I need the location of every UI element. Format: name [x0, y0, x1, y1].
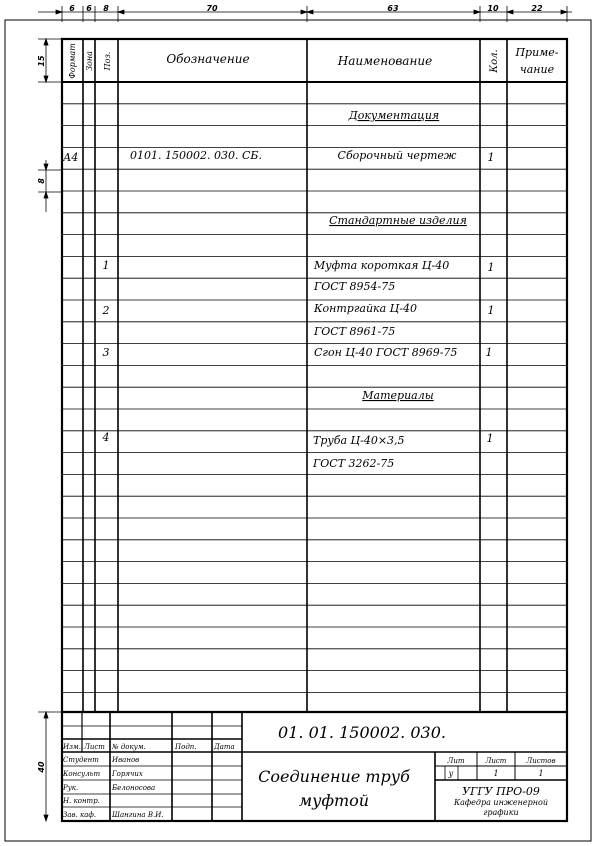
row-name-gost-8954: ГОСТ 8954-75: [314, 280, 396, 293]
sheets-label: Листов: [526, 757, 556, 765]
role-supervisor: Рук.: [63, 784, 79, 792]
org-line1: УГГУ ПРО-09: [462, 785, 540, 798]
row-pos-1: 1: [102, 259, 110, 272]
row-qty-coupling: 1: [487, 261, 495, 274]
org-line2: Кафедра инженерной: [453, 798, 549, 807]
header-zone: Зона: [85, 51, 94, 71]
dim-22: 22: [531, 4, 543, 13]
org-line3: графики: [483, 808, 519, 817]
dim-6b: 6: [86, 4, 92, 13]
row-name-coupling: Муфта короткая Ц-40: [314, 259, 450, 272]
row-qty-locknut: 1: [487, 304, 495, 317]
row-pos-2: 2: [102, 304, 110, 317]
sheets-value: 1: [538, 769, 544, 778]
dim-8v: 8: [37, 178, 46, 184]
row-pos-4: 4: [102, 431, 110, 444]
row-format-a4: А4: [63, 151, 79, 164]
role-norm-control: Н. контр.: [63, 797, 100, 805]
title-line1: Соединение труб: [258, 767, 410, 786]
doc-number: 01. 01. 150002. 030.: [278, 723, 446, 742]
name-head-of-dept: Шангина В.И.: [112, 811, 164, 819]
dim-70: 70: [206, 4, 218, 13]
col-ndoc-label: № докум.: [112, 743, 146, 751]
spec-table-grid: [62, 39, 567, 712]
row-qty-assembly-drawing: 1: [487, 151, 495, 164]
dim-63: 63: [387, 4, 399, 13]
role-student: Студент: [63, 756, 99, 764]
row-name-gost-8961: ГОСТ 8961-75: [314, 325, 396, 338]
row-name-assembly-drawing: Сборочный чертеж: [337, 149, 457, 162]
col-list-label: Лист: [84, 743, 105, 751]
dim-15: 15: [37, 55, 46, 67]
header-format: Формат: [68, 43, 77, 79]
dim-8: 8: [103, 4, 109, 13]
lit-label: Лит: [447, 757, 465, 765]
section-materials: Материалы: [362, 389, 434, 402]
row-pos-3: 3: [102, 346, 110, 359]
sheet-label: Лист: [485, 757, 507, 765]
role-consultant: Консульт: [63, 770, 101, 778]
row-name-locknut: Контргайка Ц-40: [314, 302, 417, 315]
header-designation: Обозначение: [166, 52, 250, 66]
header-note-line1: Приме-: [515, 46, 559, 59]
col-podp-label: Подп.: [175, 743, 197, 751]
lit-value: у: [448, 769, 454, 778]
header-name: Наименование: [337, 54, 433, 68]
name-consultant: Горячих: [112, 770, 143, 778]
row-name-sgon: Сгон Ц-40 ГОСТ 8969-75: [314, 346, 458, 359]
header-qty: Кол.: [489, 49, 500, 73]
col-izm-label: Изм.: [63, 743, 81, 751]
row-name-gost-3262: ГОСТ 3262-75: [313, 457, 395, 470]
sheet-value: 1: [493, 769, 499, 778]
row-qty-sgon: 1: [485, 346, 493, 359]
dim-6a: 6: [69, 4, 75, 13]
role-head-of-dept: Зав. каф.: [63, 811, 97, 819]
dim-40: 40: [37, 761, 46, 773]
header-pos: Поз.: [103, 51, 112, 71]
col-data-label: Дата: [214, 743, 235, 751]
name-supervisor: Белоносова: [112, 784, 156, 792]
dim-10: 10: [487, 4, 499, 13]
header-note-line2: чание: [519, 63, 555, 76]
title-line2: муфтой: [298, 791, 370, 810]
section-documentation: Документация: [348, 109, 440, 122]
section-standard-parts: Стандартные изделия: [329, 214, 467, 227]
row-qty-pipe: 1: [486, 432, 494, 445]
row-name-pipe: Труба Ц-40×3,5: [313, 434, 405, 447]
row-designation-sb: 0101. 150002. 030. СБ.: [130, 149, 262, 162]
name-student: Иванов: [112, 756, 140, 764]
